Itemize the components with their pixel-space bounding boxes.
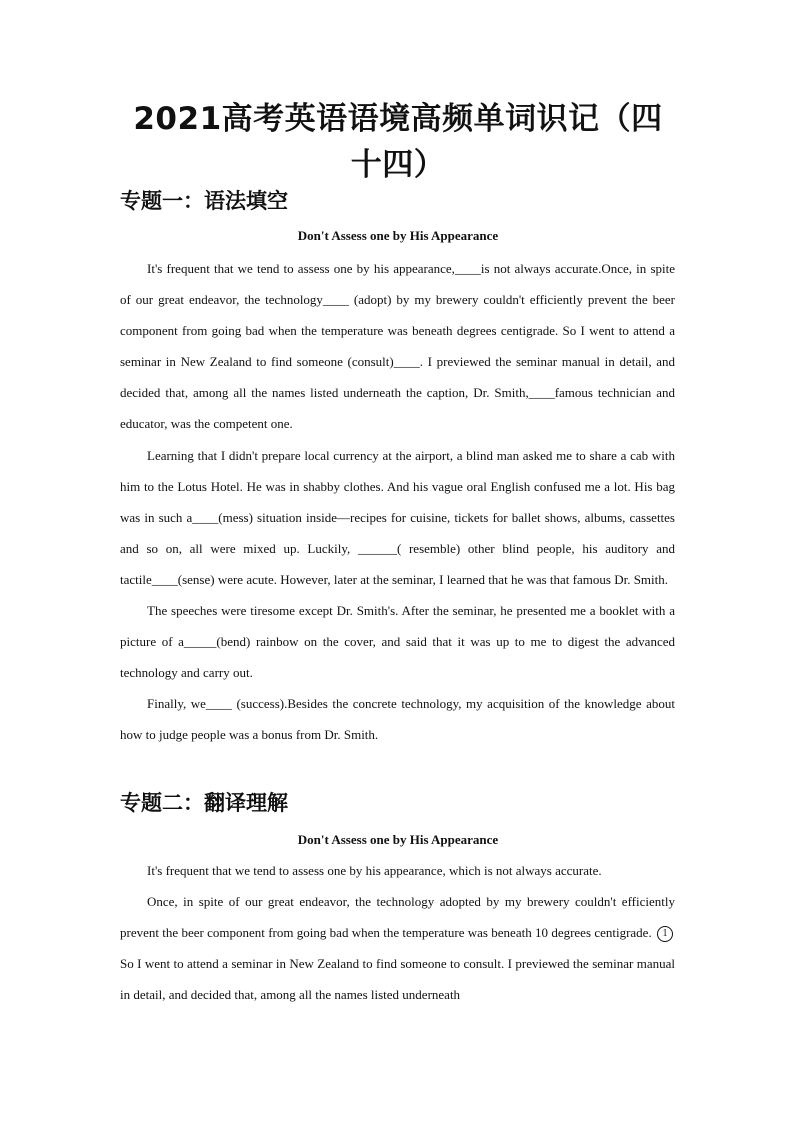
circled-number-marker: 1 xyxy=(657,926,673,942)
section2-paragraph-part: So I went to attend a seminar in New Zealand to find someone to consult. I previewed the seminar manual in detail, and decided that, among all the names listed underneath xyxy=(120,956,675,1003)
section1-paragraph: Learning that I didn't prepare local currency at the airport, a blind man asked me to share a cab with him to the Lotus Hotel. He was in shabby clothes. And his vague oral English confused me a lot. His bag was in such a____(mess) situation inside—recipes for cuisine, tickets for ballet shows, albums, cassettes and so on, all were mixed up. Luckily, ______( resemble) other blind people, his auditory and tactile____(sense) were acute. However, later at the seminar, I learned that he was that famous Dr. Smith. xyxy=(120,447,675,587)
section2-paragraph-part: Once, in spite of our great endeavor, the technology adopted by my brewery couldn't efficiently prevent the beer component from going bad when the temperature was beneath 10 degrees centigrade. xyxy=(120,894,675,941)
section2-heading: 专题二：翻译理解 xyxy=(120,791,288,815)
section1-heading: 专题一：语法填空 xyxy=(120,189,288,213)
section1-subtitle: Don't Assess one by His Appearance xyxy=(297,228,499,243)
section1-paragraph: Finally, we____ (success).Besides the concrete technology, my acquisition of the knowledge about how to judge people was a bonus from Dr. Smith. xyxy=(120,696,675,743)
section1-paragraph: The speeches were tiresome except Dr. Smith's. After the seminar, he presented me a booklet with a picture of a_____(bend) rainbow on the cover, and said that it was up to me to digest the advanced technology and carry out. xyxy=(120,603,675,681)
section2-paragraph xyxy=(120,886,675,1010)
section2-subtitle: Don't Assess one by His Appearance xyxy=(297,832,499,847)
section1-paragraph: It's frequent that we tend to assess one by his appearance,____is not always accurate.Once, in spite of our great endeavor, the technology____ (adopt) by my brewery couldn't efficiently prevent the beer component from going bad when the temperature was beneath degrees centigrade. So I went to attend a seminar in New Zealand to find someone (consult)____. I previewed the seminar manual in detail, and decided that, among all the names listed underneath the caption, Dr. Smith,____famous technician and educator, was the competent one. xyxy=(120,261,675,432)
section2-body xyxy=(120,855,675,1010)
document-title: 2021高考英语语境高频单词识记（四十四） xyxy=(133,101,663,183)
section1-body xyxy=(120,253,675,751)
section2-paragraph: It's frequent that we tend to assess one by his appearance, which is not always accurate. xyxy=(147,863,602,878)
